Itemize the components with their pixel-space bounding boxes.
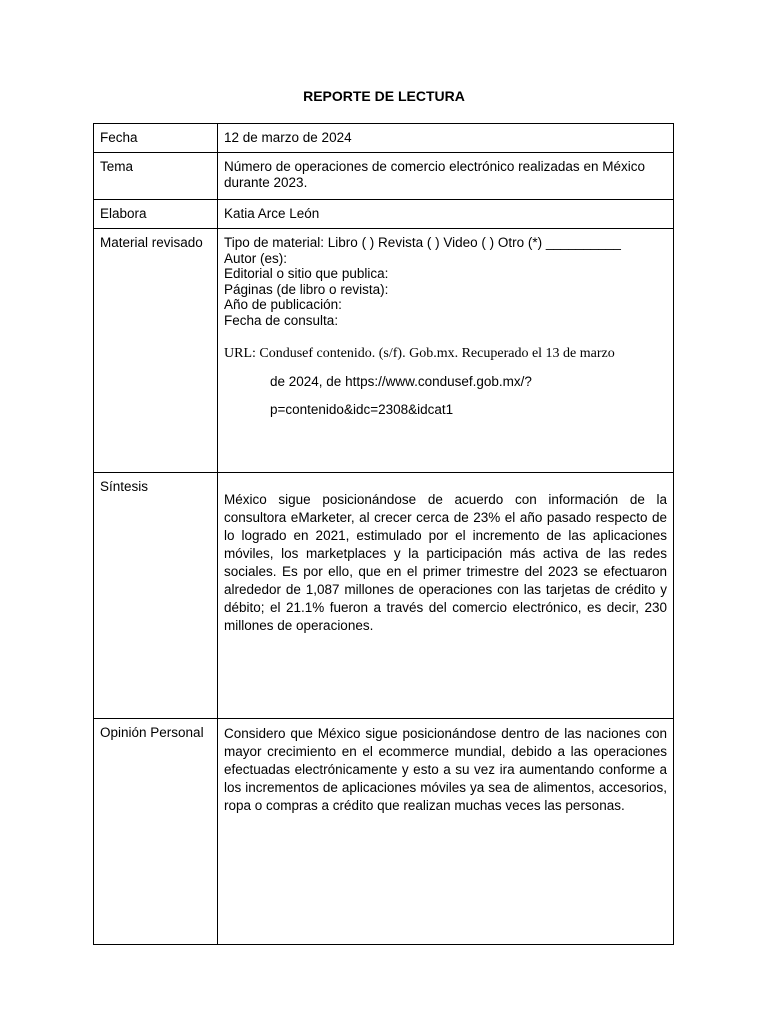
report-table (93, 123, 674, 945)
material-publisher-line: Editorial o sitio que publica: (224, 266, 389, 281)
material-value (218, 229, 674, 473)
material-url-line-2: de 2024, de https://www.condusef.gob.mx/? (270, 374, 532, 389)
row-opinion (94, 719, 674, 945)
sintesis-value (218, 473, 674, 719)
elabora-value: Katia Arce León (218, 200, 674, 229)
elabora-label: Elabora (94, 200, 218, 229)
opinion-value (218, 719, 674, 945)
sintesis-label: Síntesis (94, 473, 218, 719)
row-sintesis (94, 473, 674, 719)
opinion-text: Considero que México sigue posicionándose dentro de las naciones con mayor crecimiento en el ecommerce mundial, debido a las operaciones efectuadas electrónicamente y esto a su vez ira aumentando conforme a los incrementos de aplicaciones móviles ya sea de alimentos, accesorios, ropa o compras a crédito que realizan muchas veces las personas. (224, 726, 667, 813)
fecha-label: Fecha (94, 124, 218, 153)
opinion-label: Opinión Personal (94, 719, 218, 945)
row-fecha (94, 124, 674, 153)
fecha-value: 12 de marzo de 2024 (218, 124, 674, 153)
tema-label: Tema (94, 153, 218, 200)
row-elabora (94, 200, 674, 229)
material-type-line: Tipo de material: Libro ( ) Revista ( ) Video ( ) Otro (*) __________ (224, 235, 621, 250)
material-pages-line: Páginas (de libro o revista): (224, 281, 389, 297)
material-year-line: Año de publicación: (224, 297, 342, 312)
material-author-line: Autor (es): (224, 250, 288, 266)
material-url-line-3: p=contenido&idc=2308&idcat1 (270, 402, 454, 417)
material-consult-date-line: Fecha de consulta: (224, 312, 339, 328)
document-title: REPORTE DE LECTURA (303, 88, 465, 104)
sintesis-text: México sigue posicionándose de acuerdo con información de la consultora eMarketer, al crecer cerca de 23% el año pasado respecto de lo logrado en 2021, estimulado por el incremento de las aplicaciones móviles, los marketplaces y la participación más activa de las redes sociales. Es por ello, que en el primer trimestre del 2023 se efectuaron alrededor de 1,087 millones de operaciones con las tarjetas de crédito y débito; el 21.1% fueron a través del comercio electrónico, es decir, 230 millones de operaciones. (224, 492, 667, 633)
row-material (94, 229, 674, 473)
material-label: Material revisado (94, 229, 218, 473)
tema-value: Número de operaciones de comercio electrónico realizadas en México durante 2023. (218, 153, 674, 200)
row-tema (94, 153, 674, 200)
material-url-line-1: URL: Condusef contenido. (s/f). Gob.mx. Recuperado el 13 de marzo (224, 346, 615, 361)
